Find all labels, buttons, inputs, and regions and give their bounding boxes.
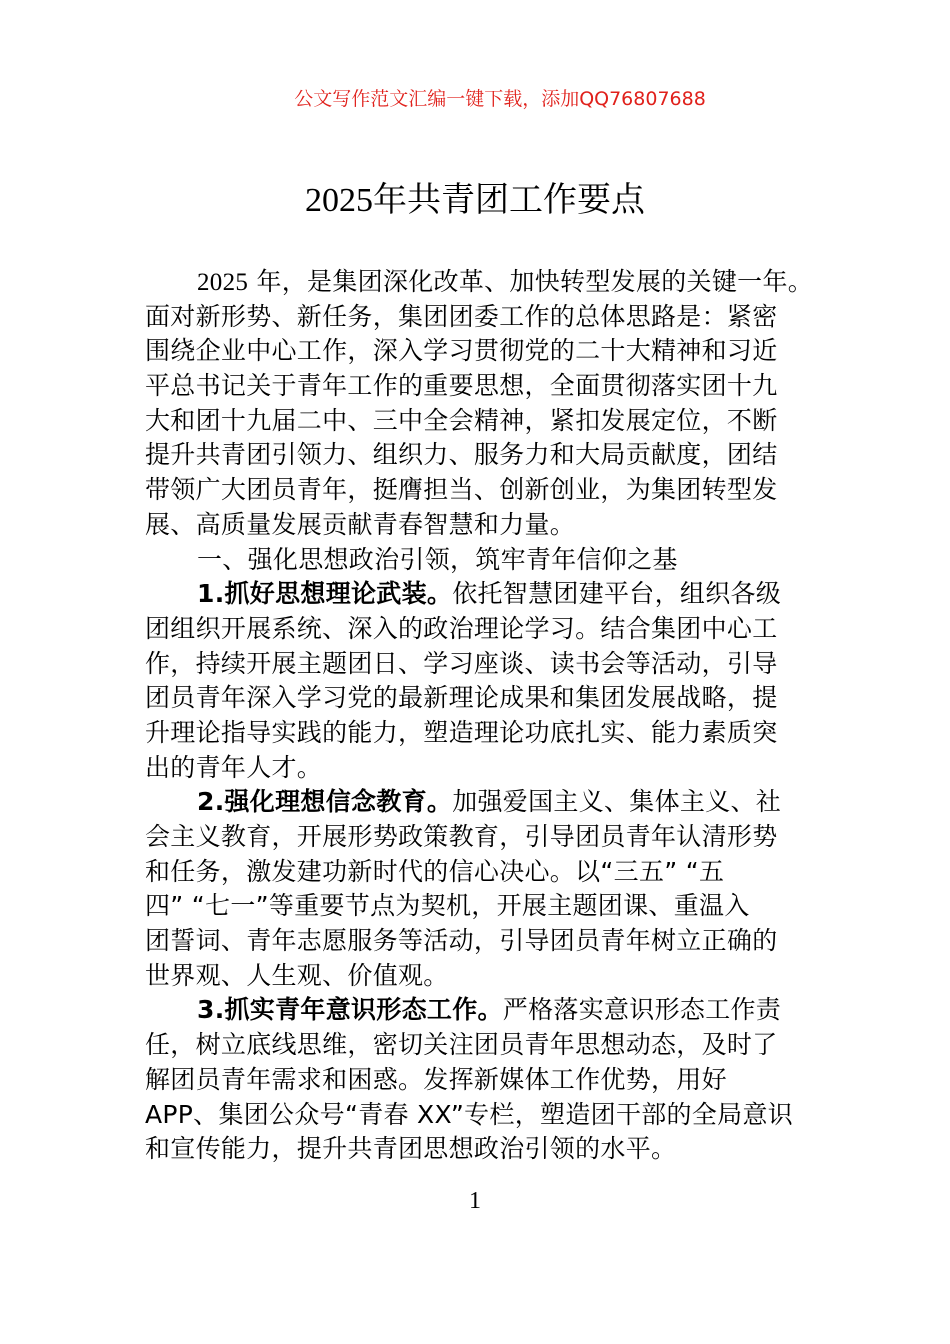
title-text: 年共青团工作要点 (373, 180, 645, 220)
text-line: 世界观、人生观、价值观。 (145, 960, 449, 990)
item-first-rest: 依托智慧团建平台，组织各级 (452, 579, 782, 609)
intro-year: 2025 (197, 269, 249, 296)
text-line: 升理论指导实践的能力，塑造理论功底扎实、能力素质突 (145, 717, 778, 747)
item-heading: 1.抓好思想理论武装。 (197, 579, 453, 609)
text-line: 解团员青年需求和困惑。发挥新媒体工作优势，用好 (145, 1064, 727, 1094)
text-line: 团誓词、青年志愿服务等活动，引导团员青年树立正确的 (145, 926, 778, 956)
item-paragraph-2 (145, 785, 825, 993)
item-first-rest: 加强爱国主义、集体主义、社 (452, 787, 782, 817)
page-number: 1 (469, 1188, 481, 1214)
intro-first-rest: 年，是集团深化改革、加快转型发展的关键一年。 (248, 267, 814, 296)
item-first-rest: 严格落实意识形态工作责 (502, 995, 782, 1025)
text-line: 团员青年深入学习党的最新理论成果和集团发展战略，提 (145, 683, 778, 713)
section-heading-1: 一、强化思想政治引领，筑牢青年信仰之基 (197, 544, 678, 574)
item-first-line (145, 577, 825, 612)
intro-paragraph (145, 300, 825, 543)
document-body (145, 265, 825, 1167)
item-heading: 3.抓实青年意识形态工作。 (197, 995, 503, 1025)
text-line: 围绕企业中心工作，深入学习贯彻党的二十大精神和习近 (145, 336, 778, 366)
text-line: 提升共青团引领力、组织力、服务力和大局贡献度，团结 (145, 440, 778, 470)
item-first-line (145, 785, 825, 820)
text-line: 任，树立底线思维，密切关注团员青年思想动态，及时了 (145, 1030, 778, 1060)
text-line: 平总书记关于青年工作的重要思想，全面贯彻落实团十九 (145, 371, 778, 401)
text-line: 展、高质量发展贡献青春智慧和力量。 (145, 509, 576, 539)
text-line: 四” “七一”等重要节点为契机，开展主题团课、重温入 (145, 891, 750, 921)
watermark-download-notice: 公文写作范文汇编一键下载，添加QQ76807688 (294, 88, 706, 110)
text-line: 面对新形势、新任务，集团团委工作的总体思路是：紧密 (145, 301, 778, 331)
items-list (145, 577, 825, 1167)
text-line: 和任务，激发建功新时代的信心决心。以“三五” “五 (145, 856, 725, 886)
text-line: 会主义教育，开展形势政策教育，引导团员青年认清形势 (145, 822, 778, 851)
text-line: 出的青年人才。 (145, 752, 323, 782)
text-line: APP、集团公众号“青春 XX”专栏，塑造团干部的全局意识 (145, 1099, 794, 1129)
text-line: 大和团十九届二中、三中全会精神，紧扣发展定位，不断 (145, 405, 778, 435)
text-line: 团组织开展系统、深入的政治理论学习。结合集团中心工 (145, 613, 778, 643)
text-line: 和宣传能力，提升共青团思想政治引领的水平。 (145, 1134, 677, 1164)
title-year: 2025 (305, 182, 373, 219)
intro-first-line (145, 265, 825, 300)
item-paragraph-1 (145, 577, 825, 785)
item-heading: 2.强化理想信念教育。 (197, 787, 453, 817)
item-paragraph-3 (145, 993, 825, 1166)
document-title (0, 172, 950, 221)
text-line: 带领广大团员青年，挺膺担当、创新创业，为集团转型发 (145, 475, 778, 505)
item-first-line (145, 993, 825, 1028)
text-line: 作，持续开展主题团日、学习座谈、读书会等活动，引导 (145, 648, 778, 678)
